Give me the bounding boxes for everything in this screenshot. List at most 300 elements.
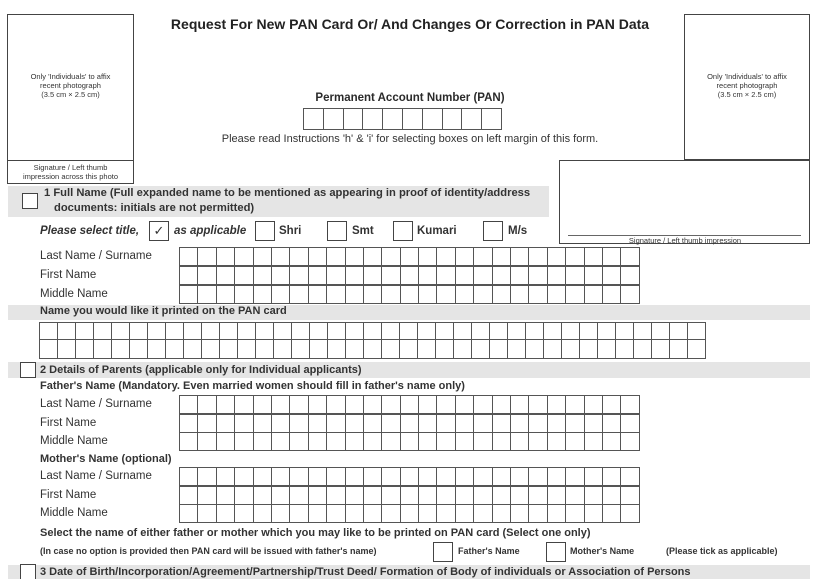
- char-box[interactable]: [326, 285, 345, 304]
- char-box[interactable]: [547, 432, 566, 451]
- father-last-name-boxes[interactable]: [180, 395, 640, 414]
- char-box[interactable]: [547, 247, 566, 266]
- title-checkbox-smt[interactable]: [327, 221, 347, 241]
- char-box[interactable]: [455, 266, 474, 285]
- section3-checkbox[interactable]: [20, 564, 36, 579]
- char-box[interactable]: [197, 395, 216, 414]
- char-box[interactable]: [473, 467, 492, 486]
- char-box[interactable]: [309, 339, 328, 359]
- char-box[interactable]: [327, 339, 346, 359]
- char-box[interactable]: [216, 247, 235, 266]
- char-box[interactable]: [400, 247, 419, 266]
- char-box[interactable]: [216, 414, 235, 433]
- char-box[interactable]: [326, 432, 345, 451]
- char-box[interactable]: [436, 247, 455, 266]
- char-box[interactable]: [234, 285, 253, 304]
- char-box[interactable]: [602, 467, 621, 486]
- char-box[interactable]: [436, 486, 455, 505]
- char-box[interactable]: [473, 504, 492, 523]
- char-box[interactable]: [216, 285, 235, 304]
- char-box[interactable]: [455, 414, 474, 433]
- char-box[interactable]: [345, 486, 364, 505]
- char-box[interactable]: [492, 467, 511, 486]
- char-box[interactable]: [418, 266, 437, 285]
- char-box[interactable]: [473, 266, 492, 285]
- char-box[interactable]: [565, 432, 584, 451]
- mother-last-name-boxes[interactable]: [180, 467, 640, 486]
- char-box[interactable]: [436, 285, 455, 304]
- char-box[interactable]: [455, 467, 474, 486]
- char-box[interactable]: [400, 467, 419, 486]
- char-box[interactable]: [253, 504, 272, 523]
- char-box[interactable]: [289, 432, 308, 451]
- char-box[interactable]: [197, 285, 216, 304]
- char-box[interactable]: [455, 395, 474, 414]
- char-box[interactable]: [565, 504, 584, 523]
- char-box[interactable]: [197, 467, 216, 486]
- char-box[interactable]: [271, 467, 290, 486]
- char-box[interactable]: [492, 247, 511, 266]
- char-box[interactable]: [165, 339, 184, 359]
- char-box[interactable]: [579, 339, 598, 359]
- char-box[interactable]: [565, 467, 584, 486]
- char-box[interactable]: [602, 285, 621, 304]
- char-box[interactable]: [308, 486, 327, 505]
- char-box[interactable]: [400, 266, 419, 285]
- char-box[interactable]: [528, 285, 547, 304]
- char-box[interactable]: [528, 504, 547, 523]
- char-box[interactable]: [381, 504, 400, 523]
- char-box[interactable]: [253, 285, 272, 304]
- char-box[interactable]: [620, 467, 639, 486]
- char-box[interactable]: [400, 414, 419, 433]
- char-box[interactable]: [326, 247, 345, 266]
- char-box[interactable]: [528, 414, 547, 433]
- char-box[interactable]: [381, 395, 400, 414]
- char-box[interactable]: [363, 266, 382, 285]
- char-box[interactable]: [345, 285, 364, 304]
- char-box[interactable]: [289, 414, 308, 433]
- char-box[interactable]: [75, 339, 94, 359]
- char-box[interactable]: [183, 339, 202, 359]
- char-box[interactable]: [492, 414, 511, 433]
- char-box[interactable]: [345, 339, 364, 359]
- section2-checkbox[interactable]: [20, 362, 36, 378]
- char-box[interactable]: [289, 266, 308, 285]
- char-box[interactable]: [308, 414, 327, 433]
- char-box[interactable]: [455, 486, 474, 505]
- char-box[interactable]: [381, 266, 400, 285]
- pan-char-box[interactable]: [402, 108, 423, 130]
- char-box[interactable]: [584, 395, 603, 414]
- char-box[interactable]: [602, 486, 621, 505]
- char-box[interactable]: [436, 432, 455, 451]
- char-box[interactable]: [179, 504, 198, 523]
- char-box[interactable]: [602, 504, 621, 523]
- char-box[interactable]: [308, 467, 327, 486]
- char-box[interactable]: [308, 266, 327, 285]
- char-box[interactable]: [237, 339, 256, 359]
- pan-char-box[interactable]: [382, 108, 403, 130]
- char-box[interactable]: [197, 486, 216, 505]
- mother-option-checkbox[interactable]: [546, 542, 566, 562]
- char-box[interactable]: [179, 395, 198, 414]
- char-box[interactable]: [179, 486, 198, 505]
- char-box[interactable]: [400, 285, 419, 304]
- char-box[interactable]: [326, 486, 345, 505]
- char-box[interactable]: [129, 339, 148, 359]
- char-box[interactable]: [455, 504, 474, 523]
- print-name-boxes-row2[interactable]: [40, 339, 706, 359]
- char-box[interactable]: [489, 339, 508, 359]
- char-box[interactable]: [492, 432, 511, 451]
- title-checkbox-kumari[interactable]: [393, 221, 413, 241]
- char-box[interactable]: [492, 285, 511, 304]
- char-box[interactable]: [345, 467, 364, 486]
- char-box[interactable]: [57, 339, 76, 359]
- char-box[interactable]: [179, 247, 198, 266]
- first-name-boxes[interactable]: [180, 266, 640, 285]
- char-box[interactable]: [326, 467, 345, 486]
- middle-name-label: Middle Name: [40, 288, 108, 300]
- char-box[interactable]: [418, 486, 437, 505]
- char-box[interactable]: [39, 339, 58, 359]
- char-box[interactable]: [253, 467, 272, 486]
- char-box[interactable]: [528, 395, 547, 414]
- title-checkbox-ms[interactable]: [483, 221, 503, 241]
- char-box[interactable]: [363, 247, 382, 266]
- char-box[interactable]: [400, 504, 419, 523]
- char-box[interactable]: [308, 432, 327, 451]
- char-box[interactable]: [528, 247, 547, 266]
- char-box[interactable]: [308, 247, 327, 266]
- pan-char-box[interactable]: [461, 108, 482, 130]
- char-box[interactable]: [271, 395, 290, 414]
- char-box[interactable]: [510, 266, 529, 285]
- char-box[interactable]: [584, 486, 603, 505]
- char-box[interactable]: [561, 339, 580, 359]
- char-box[interactable]: [345, 395, 364, 414]
- char-box[interactable]: [565, 266, 584, 285]
- char-box[interactable]: [473, 247, 492, 266]
- char-box[interactable]: [289, 467, 308, 486]
- char-box[interactable]: [528, 467, 547, 486]
- char-box[interactable]: [253, 414, 272, 433]
- char-box[interactable]: [473, 486, 492, 505]
- char-box[interactable]: [197, 247, 216, 266]
- char-box[interactable]: [253, 395, 272, 414]
- pan-char-box[interactable]: [323, 108, 344, 130]
- char-box[interactable]: [620, 395, 639, 414]
- middle-name-boxes[interactable]: [180, 285, 640, 304]
- char-box[interactable]: [418, 432, 437, 451]
- char-box[interactable]: [381, 467, 400, 486]
- char-box[interactable]: [492, 504, 511, 523]
- char-box[interactable]: [473, 285, 492, 304]
- char-box[interactable]: [651, 339, 670, 359]
- char-box[interactable]: [418, 504, 437, 523]
- char-box[interactable]: [253, 247, 272, 266]
- char-box[interactable]: [289, 285, 308, 304]
- father-first-name-boxes[interactable]: [180, 414, 640, 433]
- char-box[interactable]: [216, 467, 235, 486]
- char-box[interactable]: [363, 467, 382, 486]
- char-box[interactable]: [528, 432, 547, 451]
- char-box[interactable]: [418, 285, 437, 304]
- char-box[interactable]: [547, 467, 566, 486]
- char-box[interactable]: [602, 395, 621, 414]
- char-box[interactable]: [400, 486, 419, 505]
- char-box[interactable]: [381, 339, 400, 359]
- char-box[interactable]: [234, 395, 253, 414]
- char-box[interactable]: [584, 432, 603, 451]
- char-box[interactable]: [510, 247, 529, 266]
- char-box[interactable]: [216, 266, 235, 285]
- char-box[interactable]: [289, 504, 308, 523]
- char-box[interactable]: [179, 414, 198, 433]
- char-box[interactable]: [510, 467, 529, 486]
- char-box[interactable]: [363, 395, 382, 414]
- pan-input-boxes[interactable]: [304, 108, 502, 130]
- char-box[interactable]: [179, 432, 198, 451]
- char-box[interactable]: [271, 247, 290, 266]
- char-box[interactable]: [234, 486, 253, 505]
- char-box[interactable]: [197, 432, 216, 451]
- char-box[interactable]: [216, 486, 235, 505]
- char-box[interactable]: [308, 395, 327, 414]
- pan-char-box[interactable]: [303, 108, 324, 130]
- char-box[interactable]: [473, 414, 492, 433]
- char-box[interactable]: [602, 432, 621, 451]
- char-box[interactable]: [291, 339, 310, 359]
- pan-char-box[interactable]: [422, 108, 443, 130]
- char-box[interactable]: [620, 285, 639, 304]
- char-box[interactable]: [565, 285, 584, 304]
- char-box[interactable]: [326, 266, 345, 285]
- char-box[interactable]: [473, 432, 492, 451]
- char-box[interactable]: [669, 339, 688, 359]
- char-box[interactable]: [510, 395, 529, 414]
- char-box[interactable]: [201, 339, 220, 359]
- char-box[interactable]: [528, 266, 547, 285]
- char-box[interactable]: [584, 504, 603, 523]
- char-box[interactable]: [620, 414, 639, 433]
- pan-char-box[interactable]: [343, 108, 364, 130]
- char-box[interactable]: [565, 414, 584, 433]
- char-box[interactable]: [234, 432, 253, 451]
- char-box[interactable]: [363, 432, 382, 451]
- char-box[interactable]: [381, 285, 400, 304]
- char-box[interactable]: [565, 247, 584, 266]
- char-box[interactable]: [381, 247, 400, 266]
- char-box[interactable]: [436, 414, 455, 433]
- char-box[interactable]: [271, 414, 290, 433]
- char-box[interactable]: [273, 339, 292, 359]
- char-box[interactable]: [584, 414, 603, 433]
- char-box[interactable]: [308, 285, 327, 304]
- title-checkbox-shri[interactable]: [255, 221, 275, 241]
- char-box[interactable]: [418, 467, 437, 486]
- char-box[interactable]: [473, 395, 492, 414]
- char-box[interactable]: [345, 247, 364, 266]
- char-box[interactable]: [400, 395, 419, 414]
- char-box[interactable]: [620, 486, 639, 505]
- char-box[interactable]: [418, 414, 437, 433]
- char-box[interactable]: [234, 266, 253, 285]
- photo-box-left[interactable]: [7, 14, 134, 184]
- char-box[interactable]: [453, 339, 472, 359]
- last-name-boxes[interactable]: [180, 247, 640, 266]
- char-box[interactable]: [687, 339, 706, 359]
- char-box[interactable]: [436, 467, 455, 486]
- father-option-checkbox[interactable]: [433, 542, 453, 562]
- char-box[interactable]: [510, 432, 529, 451]
- char-box[interactable]: [471, 339, 490, 359]
- char-box[interactable]: [381, 432, 400, 451]
- char-box[interactable]: [363, 285, 382, 304]
- photo-instruction-line: Only 'Individuals' to affix: [707, 72, 787, 81]
- char-box[interactable]: [289, 486, 308, 505]
- signature-box-right[interactable]: [559, 160, 810, 244]
- char-box[interactable]: [197, 414, 216, 433]
- father-middle-name-boxes[interactable]: [180, 432, 640, 451]
- char-box[interactable]: [547, 285, 566, 304]
- char-box[interactable]: [455, 285, 474, 304]
- char-box[interactable]: [528, 486, 547, 505]
- char-box[interactable]: [271, 266, 290, 285]
- char-box[interactable]: [565, 486, 584, 505]
- char-box[interactable]: [510, 504, 529, 523]
- char-box[interactable]: [435, 339, 454, 359]
- char-box[interactable]: [255, 339, 274, 359]
- char-box[interactable]: [234, 467, 253, 486]
- char-box[interactable]: [345, 414, 364, 433]
- char-box[interactable]: [289, 247, 308, 266]
- char-box[interactable]: [219, 339, 238, 359]
- char-box[interactable]: [381, 414, 400, 433]
- char-box[interactable]: [326, 395, 345, 414]
- pan-char-box[interactable]: [481, 108, 502, 130]
- char-box[interactable]: [492, 266, 511, 285]
- mother-middle-name-boxes[interactable]: [180, 504, 640, 523]
- signature-divider: [8, 160, 133, 161]
- pan-char-box[interactable]: [442, 108, 463, 130]
- char-box[interactable]: [525, 339, 544, 359]
- char-box[interactable]: [633, 339, 652, 359]
- char-box[interactable]: [308, 504, 327, 523]
- char-box[interactable]: [543, 339, 562, 359]
- char-box[interactable]: [234, 247, 253, 266]
- char-box[interactable]: [326, 414, 345, 433]
- char-box[interactable]: [326, 504, 345, 523]
- char-box[interactable]: [436, 266, 455, 285]
- char-box[interactable]: [345, 432, 364, 451]
- char-box[interactable]: [510, 486, 529, 505]
- char-box[interactable]: [147, 339, 166, 359]
- char-box[interactable]: [216, 432, 235, 451]
- char-box[interactable]: [547, 504, 566, 523]
- char-box[interactable]: [615, 339, 634, 359]
- char-box[interactable]: [584, 467, 603, 486]
- char-box[interactable]: [492, 486, 511, 505]
- char-box[interactable]: [111, 339, 130, 359]
- char-box[interactable]: [93, 339, 112, 359]
- char-box[interactable]: [510, 285, 529, 304]
- char-box[interactable]: [455, 432, 474, 451]
- char-box[interactable]: [436, 395, 455, 414]
- char-box[interactable]: [271, 486, 290, 505]
- pan-char-box[interactable]: [362, 108, 383, 130]
- char-box[interactable]: [436, 504, 455, 523]
- char-box[interactable]: [547, 395, 566, 414]
- char-box[interactable]: [345, 266, 364, 285]
- char-box[interactable]: [234, 414, 253, 433]
- char-box[interactable]: [602, 266, 621, 285]
- char-box[interactable]: [602, 414, 621, 433]
- char-box[interactable]: [400, 432, 419, 451]
- char-box[interactable]: [253, 432, 272, 451]
- char-box[interactable]: [620, 504, 639, 523]
- char-box[interactable]: [216, 395, 235, 414]
- char-box[interactable]: [179, 285, 198, 304]
- char-box[interactable]: [455, 247, 474, 266]
- section1-checkbox[interactable]: [22, 193, 38, 209]
- char-box[interactable]: [271, 432, 290, 451]
- char-box[interactable]: [417, 339, 436, 359]
- char-box[interactable]: [179, 266, 198, 285]
- char-box[interactable]: [216, 504, 235, 523]
- mother-first-name-boxes[interactable]: [180, 486, 640, 505]
- char-box[interactable]: [492, 395, 511, 414]
- char-box[interactable]: [584, 266, 603, 285]
- char-box[interactable]: [381, 486, 400, 505]
- char-box[interactable]: [620, 247, 639, 266]
- photo-instruction-line: (3.5 cm × 2.5 cm): [41, 90, 100, 99]
- char-box[interactable]: [345, 504, 364, 523]
- char-box[interactable]: [510, 414, 529, 433]
- char-box[interactable]: [234, 504, 253, 523]
- char-box[interactable]: [418, 247, 437, 266]
- char-box[interactable]: [363, 486, 382, 505]
- char-box[interactable]: [597, 339, 616, 359]
- char-box[interactable]: [253, 486, 272, 505]
- char-box[interactable]: [507, 339, 526, 359]
- char-box[interactable]: [271, 504, 290, 523]
- char-box[interactable]: [547, 414, 566, 433]
- char-box[interactable]: [584, 247, 603, 266]
- char-box[interactable]: [271, 285, 290, 304]
- char-box[interactable]: [197, 266, 216, 285]
- char-box[interactable]: [565, 395, 584, 414]
- char-box[interactable]: [363, 504, 382, 523]
- char-box[interactable]: [547, 486, 566, 505]
- char-box[interactable]: [620, 266, 639, 285]
- char-box[interactable]: [253, 266, 272, 285]
- photo-box-right[interactable]: [684, 14, 810, 160]
- char-box[interactable]: [363, 339, 382, 359]
- char-box[interactable]: [547, 266, 566, 285]
- as-applicable-checkbox[interactable]: ✓: [149, 221, 169, 241]
- char-box[interactable]: [197, 504, 216, 523]
- char-box[interactable]: [363, 414, 382, 433]
- char-box[interactable]: [620, 432, 639, 451]
- char-box[interactable]: [399, 339, 418, 359]
- char-box[interactable]: [584, 285, 603, 304]
- char-box[interactable]: [179, 467, 198, 486]
- char-box[interactable]: [418, 395, 437, 414]
- char-box[interactable]: [289, 395, 308, 414]
- char-box[interactable]: [602, 247, 621, 266]
